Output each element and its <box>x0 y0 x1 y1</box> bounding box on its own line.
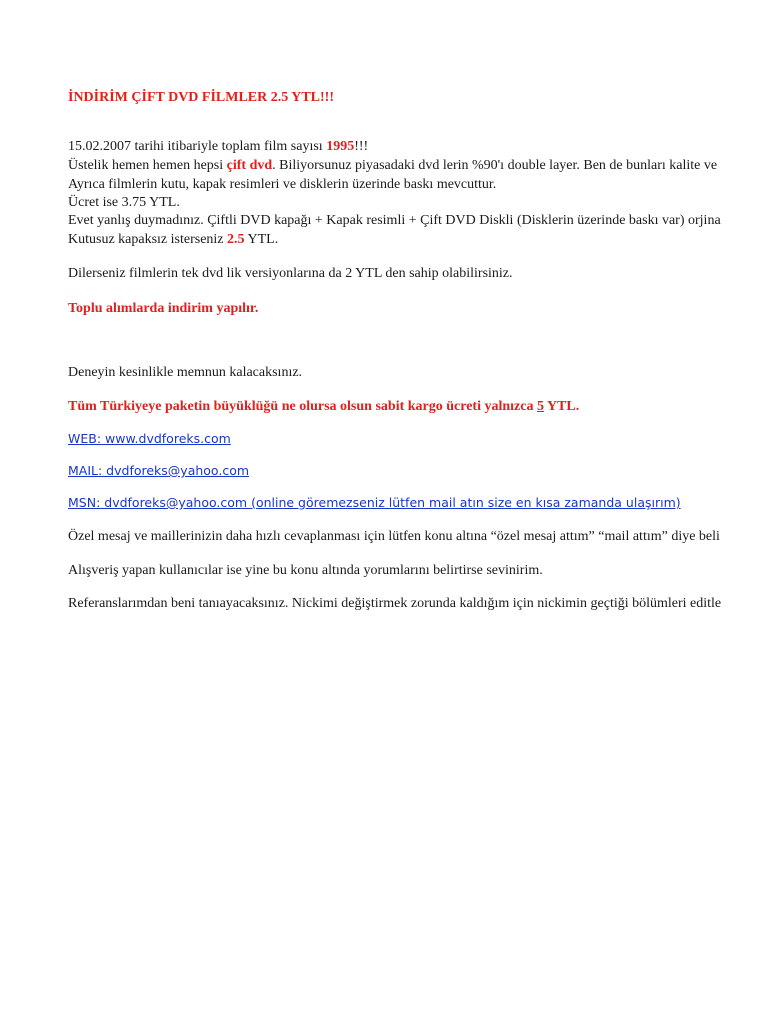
shipping-amount: 5 <box>536 399 544 414</box>
bulk-discount-note: Toplu alımlarda indirim yapılır. <box>68 301 259 316</box>
page-title: İNDİRİM ÇİFT DVD FİLMLER 2.5 YTL!!! <box>68 90 335 105</box>
references-note: Referanslarımdan beni tanıayacaksınız. Nickimi değiştirmek zorunda kaldığım için nickimin geçtiği bölümleri editle <box>68 596 722 611</box>
no-box-suffix: YTL. <box>244 232 279 247</box>
double-dvd-line <box>68 158 717 174</box>
shoppers-note: Alışveriş yapan kullanıcılar ise yine bu konu altında yorumlarını belirtirse sevinirim. <box>68 563 543 578</box>
no-box-price-line <box>68 232 278 248</box>
single-dvd-note: Dilerseniz filmlerin tek dvd lik versiyonlarına da 2 YTL den sahip olabilirsiniz. <box>68 266 513 281</box>
no-box-price: 2.5 <box>227 232 245 247</box>
no-box-prefix: Kutusuz kapaksız isterseniz <box>68 232 228 247</box>
double-dvd-prefix: Üstelik hemen hemen hepsi <box>68 158 227 173</box>
package-details-line: Evet yanlış duymadınız. Çiftli DVD kapağı + Kapak resimli + Çift DVD Diskli (Disklerin üzerinde baskı var) orjina <box>68 213 721 228</box>
mail-link[interactable]: MAIL: dvdforeks@yahoo.com <box>68 463 250 478</box>
shipping-note <box>68 399 579 415</box>
cover-info-line: Ayrıca filmlerin kutu, kapak resimleri ve disklerin üzerinde baskı mevcuttur. <box>68 177 497 192</box>
double-dvd-highlight: çift dvd <box>226 158 273 173</box>
web-link[interactable]: WEB: www.dvdforeks.com <box>68 431 231 446</box>
film-count-suffix: !!! <box>354 139 369 154</box>
film-count-value: 1995 <box>326 139 355 154</box>
film-count-line <box>68 139 368 155</box>
satisfaction-note: Deneyin kesinlikle memnun kalacaksınız. <box>68 365 303 380</box>
double-dvd-suffix: . Biliyorsunuz piyasadaki dvd lerin %90'ı double layer. Ben de bunları kalite ve <box>272 158 718 173</box>
film-count-prefix: 15.02.2007 tarihi itibariyle toplam film sayısı <box>68 139 327 154</box>
shipping-suffix: YTL. <box>543 399 580 414</box>
private-message-note: Özel mesaj ve maillerinizin daha hızlı cevaplanması için lütfen konu altına “özel mesaj attım” “mail attım” diye beli <box>68 529 720 544</box>
price-line: Ücret ise 3.75 YTL. <box>68 195 180 210</box>
shipping-prefix: Tüm Türkiyeye paketin büyüklüğü ne olursa olsun sabit kargo ücreti yalnızca <box>68 399 537 414</box>
msn-link[interactable]: MSN: dvdforeks@yahoo.com (online göremezseniz lütfen mail atın size en kısa zamanda ulaşırım) <box>68 495 681 510</box>
